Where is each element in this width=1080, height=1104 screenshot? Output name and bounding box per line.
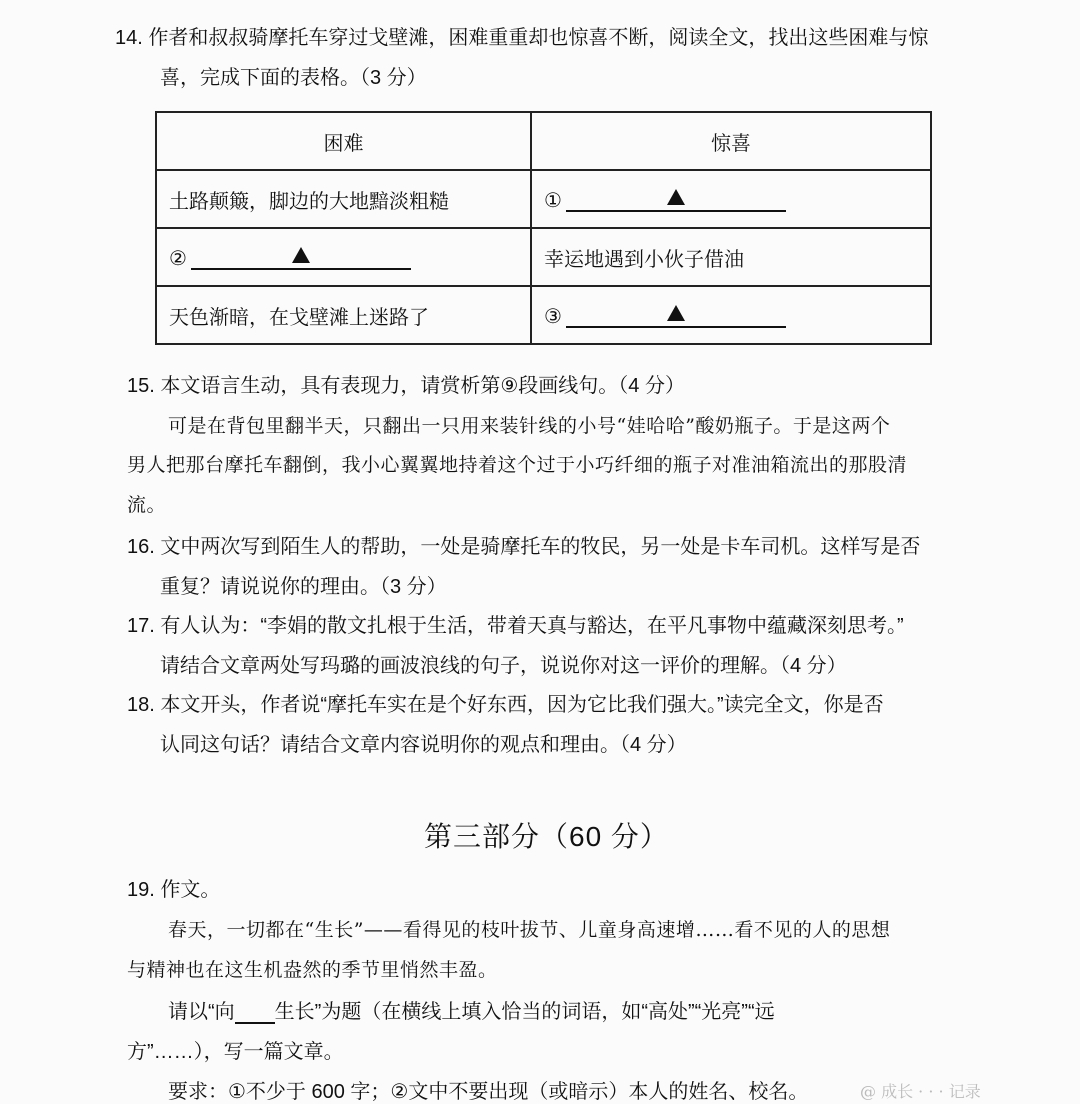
q17-line2: 请结合文章两处写玛璐的画波浪线的句子，说说你对这一评价的理解。（4 分） bbox=[160, 655, 847, 677]
triangle-icon bbox=[667, 305, 685, 321]
table-cell-r1-surprise[interactable] bbox=[531, 170, 931, 228]
triangle-icon bbox=[667, 189, 685, 205]
triangle-icon bbox=[292, 247, 310, 263]
q14-line1: 14. 作者和叔叔骑摩托车穿过戈壁滩，困难重重却也惊喜不断，阅读全文，找出这些困难与惊 bbox=[115, 27, 929, 49]
answer-blank-1[interactable] bbox=[566, 186, 786, 212]
q19-prompt-part-b: 生长”为题（在横线上填入恰当的词语，如“高处”“光亮”“远 bbox=[274, 1001, 775, 1023]
section-three-heading: 第三部分（60 分） bbox=[424, 821, 669, 852]
q19-prompt-line1 bbox=[168, 1000, 775, 1024]
watermark: @ 成长 · · · 记录 bbox=[860, 1082, 981, 1101]
blank-number-2: ② bbox=[169, 246, 187, 270]
q18-line2: 认同这句话？请结合文章内容说明你的观点和理由。（4 分） bbox=[160, 734, 687, 756]
table-cell-r3-surprise[interactable] bbox=[531, 286, 931, 344]
q17-line1: 17. 有人认为：“李娟的散文扎根于生活，带着天真与豁达，在平凡事物中蕴藏深刻思考。” bbox=[127, 615, 904, 637]
q19-para-line2: 与精神也在这生机盎然的季节里悄然丰盈。 bbox=[127, 959, 498, 981]
answer-blank-2[interactable] bbox=[191, 244, 411, 270]
q15-quote-line2: 男人把那台摩托车翻倒，我小心翼翼地持着这个过于小巧纤细的瓶子对准油箱流出的那股清 bbox=[127, 454, 908, 476]
q15-quote-line1: 可是在背包里翻半天，只翻出一只用来装针线的小号“娃哈哈”酸奶瓶子。于是这两个 bbox=[168, 415, 891, 437]
table-cell-r2-surprise: 幸运地遇到小伙子借油 bbox=[531, 228, 931, 286]
table-header-surprise: 惊喜 bbox=[531, 112, 931, 170]
table-cell-r3-difficulty: 天色渐暗，在戈壁滩上迷路了 bbox=[156, 286, 531, 344]
difficulty-surprise-table bbox=[155, 111, 932, 345]
title-fill-blank[interactable] bbox=[235, 1000, 275, 1024]
q15-quote-line3: 流。 bbox=[127, 494, 167, 516]
q16-line1: 16. 文中两次写到陌生人的帮助，一处是骑摩托车的牧民，另一处是卡车司机。这样写是否 bbox=[127, 536, 921, 558]
table-cell-r2-difficulty[interactable] bbox=[156, 228, 531, 286]
q16-line2: 重复？请说说你的理由。（3 分） bbox=[160, 576, 447, 598]
q14-line2: 喜，完成下面的表格。（3 分） bbox=[160, 67, 427, 89]
table-header-difficulty: 困难 bbox=[156, 112, 531, 170]
q18-line1: 18. 本文开头，作者说“摩托车实在是个好东西，因为它比我们强大。”读完全文，你是否 bbox=[127, 694, 884, 716]
q19-requirements: 要求：①不少于 600 字；②文中不要出现（或暗示）本人的姓名、校名。 bbox=[168, 1081, 809, 1103]
q19-para-line1: 春天，一切都在“生长”——看得见的枝叶拔节、儿童身高速增……看不见的人的思想 bbox=[168, 919, 891, 941]
answer-blank-3[interactable] bbox=[566, 302, 786, 328]
q19-label: 19. 作文。 bbox=[127, 879, 221, 901]
q19-prompt-part-a: 请以“向 bbox=[168, 1001, 235, 1023]
blank-number-3: ③ bbox=[544, 304, 562, 328]
q15-line1: 15. 本文语言生动，具有表现力，请赏析第⑨段画线句。（4 分） bbox=[127, 375, 685, 397]
blank-number-1: ① bbox=[544, 188, 562, 212]
table-cell-r1-difficulty: 土路颠簸，脚边的大地黯淡粗糙 bbox=[156, 170, 531, 228]
q19-prompt-line2: 方”……），写一篇文章。 bbox=[127, 1041, 344, 1063]
